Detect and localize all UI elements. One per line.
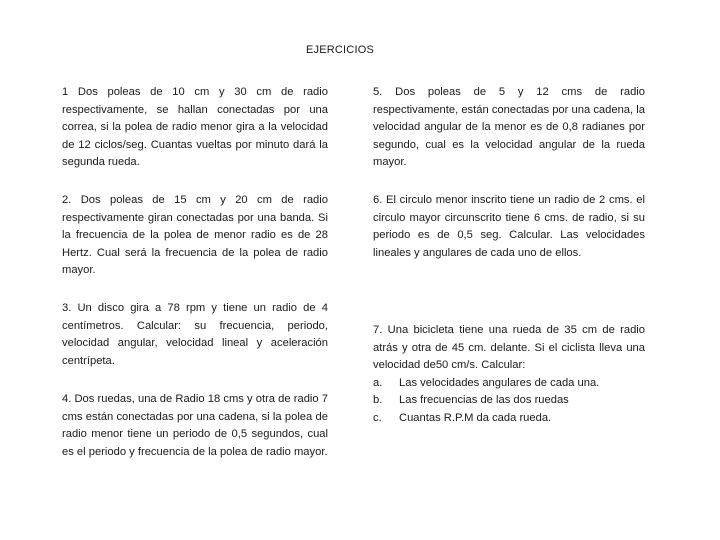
- list-item: [373, 392, 645, 410]
- exercise-4: [62, 391, 328, 461]
- list-item: [373, 410, 645, 428]
- list-item: [373, 375, 645, 393]
- list-item-text: Cuantas R.P.M da cada rueda.: [399, 411, 552, 424]
- exercise-5-text: 5. Dos poleas de 5 y 12 cms de radio respectivamente, están conectadas por una cadena, la velocidad angular de la menor es de 0,8 radianes por segundo, cual es la velocidad angular de la rueda mayor.: [373, 86, 645, 168]
- page-title: EJERCICIOS: [305, 44, 374, 56]
- exercise-2-text: 2. Dos poleas de 15 cm y 20 cm de radio respectivamente giran conectadas por una banda. Si la frecuencia de la polea de menor radio es de 28 Hertz. Cual será la frecuencia de la polea de radio mayor.: [62, 194, 328, 276]
- exercise-2: [62, 192, 328, 280]
- exercise-7: [373, 322, 645, 427]
- exercise-3: [62, 300, 328, 370]
- exercise-1-text: 1 Dos poleas de 10 cm y 30 cm de radio respectivamente, se hallan conectadas por una correa, si la polea de radio menor gira a la velocidad de 12 ciclos/seg. Cuantas vueltas por minuto dará la segunda rueda.: [62, 86, 328, 168]
- exercise-5: [373, 84, 645, 172]
- list-item-text: Las velocidades angulares de cada una.: [399, 376, 600, 389]
- exercise-7-list: [373, 375, 645, 428]
- exercise-7-intro: 7. Una bicicleta tiene una rueda de 35 cm de radio atrás y otra de 45 cm. delante. Si el ciclista lleva una velocidad de50 cm/s. Calcular:: [373, 324, 645, 371]
- exercise-6-text: 6. El circulo menor inscrito tiene un radio de 2 cms. el circulo mayor circunscrito tiene 6 cms. de radio, si su periodo es de 0,5 seg. Calcular. Las velocidades lineales y angulares de cada uno de ellos.: [373, 194, 645, 259]
- list-marker: c.: [373, 411, 382, 424]
- list-marker: a.: [373, 376, 383, 389]
- exercise-3-text: 3. Un disco gira a 78 rpm y tiene un radio de 4 centímetros. Calcular: su frecuencia, periodo, velocidad angular, velocidad lineal y aceleración centrípeta.: [62, 302, 328, 367]
- list-item-text: Las frecuencias de las dos ruedas: [399, 394, 569, 406]
- list-marker: b.: [373, 394, 383, 406]
- exercise-1: [62, 84, 328, 172]
- exercise-6: [373, 192, 645, 262]
- exercise-4-text: 4. Dos ruedas, una de Radio 18 cms y otra de radio 7 cms están conectadas por una cadena, si la polea de radio menor tiene un periodo de 0,5 segundos, cual es el periodo y frecuencia de la polea de radio mayor.: [62, 393, 328, 458]
